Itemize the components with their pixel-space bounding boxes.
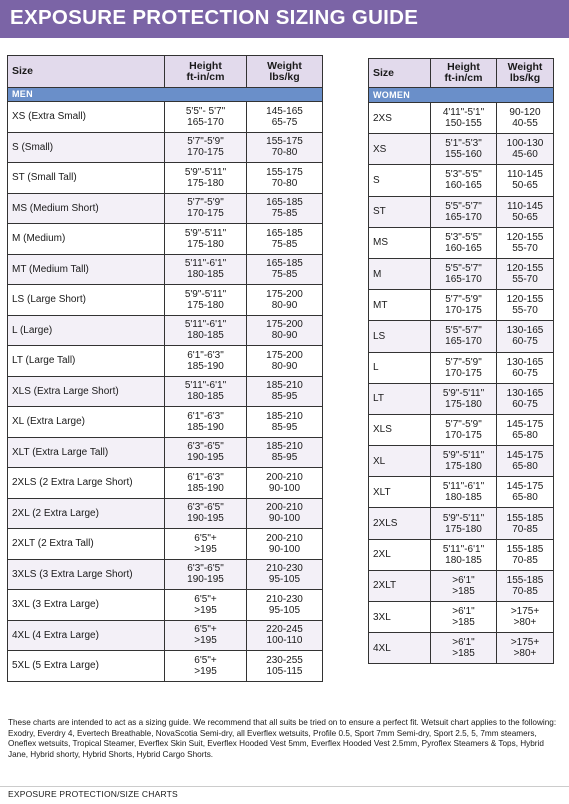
women-size-header: Size bbox=[369, 59, 431, 88]
table-row bbox=[8, 346, 323, 377]
women-group-label: WOMEN bbox=[369, 88, 554, 103]
height-cell: 6'3"-6'5" 190-195 bbox=[165, 559, 247, 590]
height-cell: 5'5"-5'7" 165-170 bbox=[431, 321, 497, 352]
height-cell: 5'7"-5'9" 170-175 bbox=[431, 414, 497, 445]
height-cell: 5'11"-6'1" 180-185 bbox=[165, 315, 247, 346]
table-row bbox=[369, 196, 554, 227]
height-cell: >6'1" >185 bbox=[431, 602, 497, 633]
weight-cell: 120-155 55-70 bbox=[497, 258, 554, 289]
table-row bbox=[8, 468, 323, 499]
size-cell: ST bbox=[369, 196, 431, 227]
weight-cell: 145-175 65-80 bbox=[497, 477, 554, 508]
table-row bbox=[8, 407, 323, 438]
men-header-row bbox=[8, 56, 323, 88]
footer-label: EXPOSURE PROTECTION/SIZE CHARTS bbox=[8, 789, 178, 799]
weight-cell: 120-155 55-70 bbox=[497, 290, 554, 321]
height-cell: 5'9"-5'11" 175-180 bbox=[431, 383, 497, 414]
height-cell: 5'5"-5'7" 165-170 bbox=[431, 196, 497, 227]
weight-cell: 210-230 95-105 bbox=[247, 559, 323, 590]
weight-cell: 185-210 85-95 bbox=[247, 437, 323, 468]
height-cell: 5'11"-6'1" 180-185 bbox=[431, 539, 497, 570]
women-height-header: Height ft-in/cm bbox=[431, 59, 497, 88]
size-cell: 4XL (4 Extra Large) bbox=[8, 620, 165, 651]
table-row bbox=[8, 437, 323, 468]
table-row bbox=[8, 132, 323, 163]
height-cell: 5'3"-5'5" 160-165 bbox=[431, 165, 497, 196]
men-height-header: Height ft-in/cm bbox=[165, 56, 247, 88]
weight-cell: 100-130 45-60 bbox=[497, 134, 554, 165]
table-row bbox=[8, 224, 323, 255]
size-cell: L bbox=[369, 352, 431, 383]
weight-cell: 145-175 65-80 bbox=[497, 446, 554, 477]
height-cell: 5'11"-6'1" 180-185 bbox=[165, 254, 247, 285]
weight-cell: 155-185 70-85 bbox=[497, 539, 554, 570]
weight-cell: 175-200 80-90 bbox=[247, 315, 323, 346]
size-cell: 2XLT bbox=[369, 570, 431, 601]
weight-cell: 145-165 65-75 bbox=[247, 102, 323, 133]
size-cell: 3XL (3 Extra Large) bbox=[8, 590, 165, 621]
size-cell: S bbox=[369, 165, 431, 196]
table-row bbox=[8, 102, 323, 133]
height-cell: >6'1" >185 bbox=[431, 633, 497, 664]
height-cell: 5'5"- 5'7" 165-170 bbox=[165, 102, 247, 133]
table-row bbox=[369, 446, 554, 477]
size-cell: 2XL bbox=[369, 539, 431, 570]
weight-cell: 155-175 70-80 bbox=[247, 163, 323, 194]
size-cell: S (Small) bbox=[8, 132, 165, 163]
size-cell: LT bbox=[369, 383, 431, 414]
height-cell: 5'1"-5'3" 155-160 bbox=[431, 134, 497, 165]
men-group-label: MEN bbox=[8, 88, 323, 102]
table-row bbox=[369, 602, 554, 633]
size-cell: XS bbox=[369, 134, 431, 165]
weight-cell: 165-185 75-85 bbox=[247, 193, 323, 224]
table-row bbox=[369, 258, 554, 289]
size-cell: XL (Extra Large) bbox=[8, 407, 165, 438]
table-row bbox=[8, 529, 323, 560]
weight-cell: 200-210 90-100 bbox=[247, 468, 323, 499]
weight-cell: 130-165 60-75 bbox=[497, 321, 554, 352]
height-cell: 5'9"-5'11" 175-180 bbox=[431, 446, 497, 477]
size-cell: MS (Medium Short) bbox=[8, 193, 165, 224]
size-cell: XLT bbox=[369, 477, 431, 508]
table-row bbox=[369, 103, 554, 134]
size-cell: LS bbox=[369, 321, 431, 352]
weight-cell: >175+ >80+ bbox=[497, 633, 554, 664]
table-row bbox=[8, 163, 323, 194]
size-cell: 2XLT (2 Extra Tall) bbox=[8, 529, 165, 560]
weight-cell: 185-210 85-95 bbox=[247, 407, 323, 438]
table-row bbox=[8, 254, 323, 285]
height-cell: 4'11"-5'1" 150-155 bbox=[431, 103, 497, 134]
weight-cell: 200-210 90-100 bbox=[247, 498, 323, 529]
height-cell: 6'5"+ >195 bbox=[165, 620, 247, 651]
size-cell: 2XLS bbox=[369, 508, 431, 539]
height-cell: 5'11"-6'1" 180-185 bbox=[165, 376, 247, 407]
table-row bbox=[369, 383, 554, 414]
height-cell: 5'7"-5'9" 170-175 bbox=[431, 290, 497, 321]
height-cell: 6'5"+ >195 bbox=[165, 590, 247, 621]
height-cell: 6'3"-6'5" 190-195 bbox=[165, 498, 247, 529]
table-row bbox=[8, 559, 323, 590]
height-cell: 5'9"-5'11" 175-180 bbox=[165, 224, 247, 255]
table-row bbox=[369, 477, 554, 508]
size-cell: M (Medium) bbox=[8, 224, 165, 255]
table-row bbox=[369, 633, 554, 664]
weight-cell: 90-120 40-55 bbox=[497, 103, 554, 134]
table-row bbox=[369, 414, 554, 445]
weight-cell: 155-175 70-80 bbox=[247, 132, 323, 163]
table-row bbox=[369, 227, 554, 258]
table-row bbox=[369, 352, 554, 383]
table-row bbox=[369, 165, 554, 196]
size-cell: ST (Small Tall) bbox=[8, 163, 165, 194]
men-group-row bbox=[8, 88, 323, 102]
weight-cell: 200-210 90-100 bbox=[247, 529, 323, 560]
height-cell: 5'5"-5'7" 165-170 bbox=[431, 258, 497, 289]
women-group-row bbox=[369, 88, 554, 103]
table-row bbox=[369, 508, 554, 539]
height-cell: 6'1"-6'3" 185-190 bbox=[165, 468, 247, 499]
table-row bbox=[369, 290, 554, 321]
size-cell: XL bbox=[369, 446, 431, 477]
size-cell: LS (Large Short) bbox=[8, 285, 165, 316]
weight-cell: 210-230 95-105 bbox=[247, 590, 323, 621]
weight-cell: 155-185 70-85 bbox=[497, 570, 554, 601]
size-cell: 2XS bbox=[369, 103, 431, 134]
size-cell: 4XL bbox=[369, 633, 431, 664]
weight-cell: 165-185 75-85 bbox=[247, 254, 323, 285]
height-cell: 6'5"+ >195 bbox=[165, 651, 247, 682]
table-row bbox=[8, 651, 323, 682]
table-row bbox=[8, 620, 323, 651]
table-row bbox=[369, 570, 554, 601]
weight-cell: 145-175 65-80 bbox=[497, 414, 554, 445]
women-header-row bbox=[369, 59, 554, 88]
size-cell: LT (Large Tall) bbox=[8, 346, 165, 377]
weight-cell: >175+ >80+ bbox=[497, 602, 554, 633]
men-weight-header: Weight lbs/kg bbox=[247, 56, 323, 88]
men-size-table bbox=[7, 55, 323, 682]
footer-divider bbox=[0, 786, 569, 787]
size-cell: L (Large) bbox=[8, 315, 165, 346]
size-cell: 2XL (2 Extra Large) bbox=[8, 498, 165, 529]
size-cell: MT bbox=[369, 290, 431, 321]
height-cell: 6'1"-6'3" 185-190 bbox=[165, 346, 247, 377]
table-row bbox=[369, 321, 554, 352]
height-cell: 6'1"-6'3" 185-190 bbox=[165, 407, 247, 438]
sizing-footnote: These charts are intended to act as a sizing guide. We recommend that all suits be tried on to ensure a perfect fit. Wetsuit chart applies to the following: Exodry, Everdry 4, Evertech Breathable, NovaScotia Semi-dry, all Everflex wetsuits, Profile 0.5, Sport 7mm Semi-dry, Sport 2.5, 5, 7mm steamers, Oneflex wetsuits, Tropical Steamer, Everflex Skin Suit, Everflex Hooded Vest 5mm, Everflex Hooded Vest 2.5mm, Pyroflex Steamers & Tops, Hybrid Jane, Hybrid shorty, Hybrid Shorts, Hybrid Cargo Shorts. bbox=[8, 718, 557, 759]
weight-cell: 110-145 50-65 bbox=[497, 165, 554, 196]
weight-cell: 230-255 105-115 bbox=[247, 651, 323, 682]
size-cell: 2XLS (2 Extra Large Short) bbox=[8, 468, 165, 499]
title-banner bbox=[0, 0, 569, 38]
height-cell: 5'7"-5'9" 170-175 bbox=[165, 132, 247, 163]
size-cell: 3XLS (3 Extra Large Short) bbox=[8, 559, 165, 590]
table-row bbox=[8, 590, 323, 621]
height-cell: 5'9"-5'11" 175-180 bbox=[165, 163, 247, 194]
height-cell: 6'3"-6'5" 190-195 bbox=[165, 437, 247, 468]
height-cell: 5'7"-5'9" 170-175 bbox=[431, 352, 497, 383]
size-cell: 5XL (5 Extra Large) bbox=[8, 651, 165, 682]
weight-cell: 175-200 80-90 bbox=[247, 346, 323, 377]
size-cell: MT (Medium Tall) bbox=[8, 254, 165, 285]
height-cell: 5'9"-5'11" 175-180 bbox=[165, 285, 247, 316]
men-size-header: Size bbox=[8, 56, 165, 88]
weight-cell: 120-155 55-70 bbox=[497, 227, 554, 258]
weight-cell: 130-165 60-75 bbox=[497, 383, 554, 414]
size-cell: XLS bbox=[369, 414, 431, 445]
height-cell: 5'9"-5'11" 175-180 bbox=[431, 508, 497, 539]
height-cell: 5'3"-5'5" 160-165 bbox=[431, 227, 497, 258]
table-row bbox=[8, 315, 323, 346]
table-row bbox=[8, 376, 323, 407]
weight-cell: 175-200 80-90 bbox=[247, 285, 323, 316]
height-cell: 5'7"-5'9" 170-175 bbox=[165, 193, 247, 224]
table-row bbox=[369, 134, 554, 165]
weight-cell: 130-165 60-75 bbox=[497, 352, 554, 383]
page-title: EXPOSURE PROTECTION SIZING GUIDE bbox=[10, 6, 419, 29]
size-cell: XLT (Extra Large Tall) bbox=[8, 437, 165, 468]
weight-cell: 165-185 75-85 bbox=[247, 224, 323, 255]
size-cell: M bbox=[369, 258, 431, 289]
height-cell: >6'1" >185 bbox=[431, 570, 497, 601]
size-cell: MS bbox=[369, 227, 431, 258]
size-cell: XLS (Extra Large Short) bbox=[8, 376, 165, 407]
size-cell: XS (Extra Small) bbox=[8, 102, 165, 133]
height-cell: 5'11"-6'1" 180-185 bbox=[431, 477, 497, 508]
weight-cell: 110-145 50-65 bbox=[497, 196, 554, 227]
weight-cell: 155-185 70-85 bbox=[497, 508, 554, 539]
table-row bbox=[369, 539, 554, 570]
height-cell: 6'5"+ >195 bbox=[165, 529, 247, 560]
table-row bbox=[8, 193, 323, 224]
weight-cell: 185-210 85-95 bbox=[247, 376, 323, 407]
women-weight-header: Weight lbs/kg bbox=[497, 59, 554, 88]
weight-cell: 220-245 100-110 bbox=[247, 620, 323, 651]
women-size-table bbox=[368, 58, 554, 664]
table-row bbox=[8, 498, 323, 529]
table-row bbox=[8, 285, 323, 316]
size-cell: 3XL bbox=[369, 602, 431, 633]
